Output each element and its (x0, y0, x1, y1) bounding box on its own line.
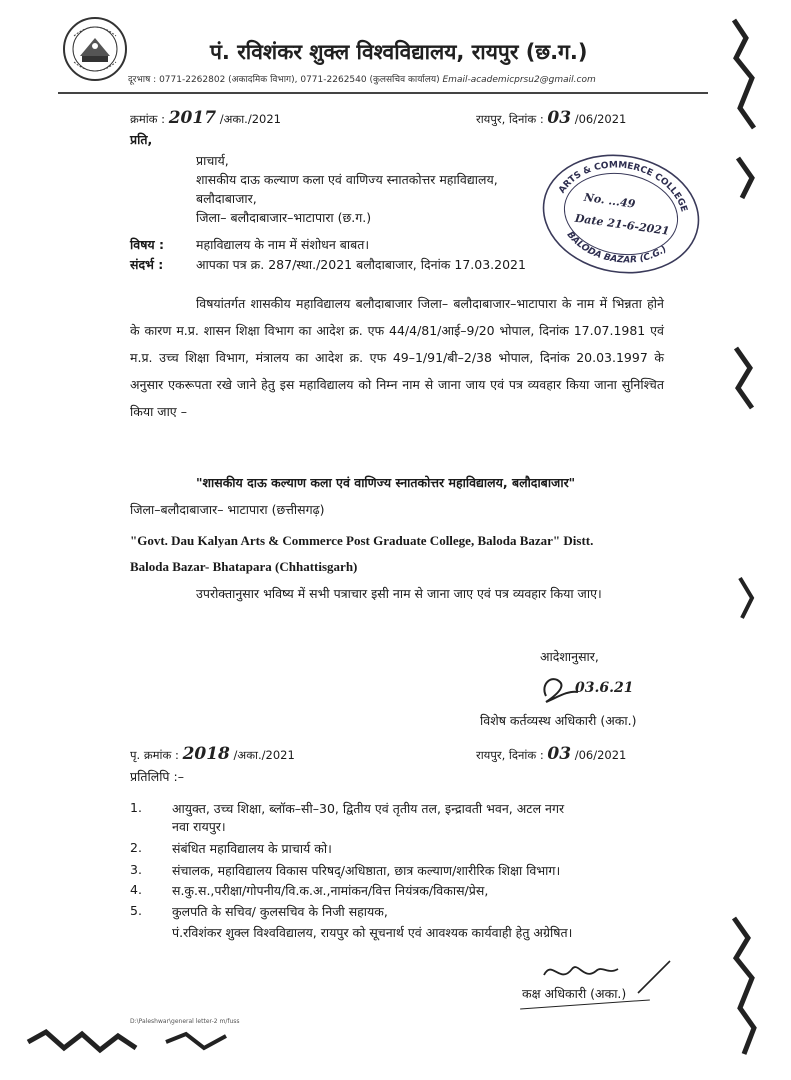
university-logo (62, 16, 128, 82)
hindi-district-line: जिला–बलौदाबाजार– भाटापारा (छत्तीसगढ़) (130, 502, 325, 517)
krmank-label: क्रमांक : (130, 112, 166, 126)
body-paragraph-1-text: विषयांतर्गत शासकीय महाविद्यालय बलौदाबाजार जिला– बलौदाबाजार–भाटापारा के नाम में भिन्नता होने के कारण म.प्र. शासन शिक्षा विभाग का आदेश क्र. एफ 44/4/81/आई–9/20 भोपाल, दिनांक 17.07.1981 एवं म.प्र. उच्च शिक्षा विभाग, मंत्रालय का आदेश क्र. एफ 49–1/91/बी–2/38 भोपाल, दिनांक 20.03.1997 के अनुसार एकरूपता रखे जाने हेतु इस महाविद्यालय को निम्न नाम से जाना जाय एवं पत्र व्यवहार किया जाना सुनिश्चित किया जाए – (130, 296, 664, 419)
recipient-line-2: शासकीय दाऊ कल्याण कला एवं वाणिज्य स्नातकोत्तर महाविद्यालय, (196, 172, 498, 187)
copy-item-5-text: कुलपति के सचिव/ कुलसचिव के निजी सहायक, (172, 904, 388, 919)
date-day-handwritten: 03 (547, 108, 572, 128)
stamp-ring-bottom: BALODA BAZAR (C.G.) (564, 230, 669, 266)
sandarbh-label: संदर्भ : (130, 257, 164, 272)
signatory-designation: विशेष कर्तव्यस्थ अधिकारी (अका.) (480, 713, 637, 728)
section-officer-designation: कक्ष अधिकारी (अका.) (522, 986, 627, 1001)
copy-item-4-number: 4. (130, 882, 142, 897)
stamp-ring-top: ARTS & COMMERCE COLLEGE (557, 160, 689, 214)
copy-krmank-suffix: /अका./2021 (233, 748, 295, 762)
adeshanusar: आदेशानुसार, (540, 649, 599, 664)
signature-date: 03.6.21 (575, 680, 634, 696)
copy-item-4-text: स.कु.स.,परीक्षा/गोपनीय/वि.क.अ.,नामांकन/वित्त नियंत्रक/विकास/प्रेस, (172, 883, 489, 898)
recipient-line-1: प्राचार्य, (196, 153, 229, 168)
stamp-number: No. ...49 (583, 190, 637, 211)
sandarbh-text: आपका पत्र क्र. 287/स्था./2021 बलौदाबाजार, दिनांक 17.03.2021 (196, 257, 526, 272)
reference-date (476, 108, 626, 128)
date-month-year: /06/2021 (574, 112, 627, 126)
copy-date-month-year: /06/2021 (574, 748, 627, 762)
copy-date-day-handwritten: 03 (547, 744, 572, 764)
body-paragraph-1 (130, 290, 664, 425)
date-label: रायपुर, दिनांक : (476, 112, 544, 126)
english-district-line: Baloda Bazar- Bhatapara (Chhattisgarh) (130, 559, 358, 574)
pratilipi-label: प्रतिलिपि :– (130, 769, 184, 784)
university-name: पं. रविशंकर शुक्ल विश्वविद्यालय, रायपुर (छ.ग.) (210, 40, 588, 64)
hindi-college-name: "शासकीय दाऊ कल्याण कला एवं वाणिज्य स्नातकोत्तर महाविद्यालय, बलौदाबाजार" (196, 475, 576, 490)
krmank-handwritten: 2017 (168, 108, 217, 128)
college-receipt-stamp (536, 148, 706, 276)
header-rule (58, 92, 708, 94)
phone-numbers: दूरभाष : 0771-2262802 (अकादमिक विभाग), 0771-2262540 (कुलसचिव कार्यालय) (128, 75, 440, 85)
copy-item-2-text: संबंधित महाविद्यालय के प्राचार्य को। (172, 841, 332, 856)
copy-item-3-text: संचालक, महाविद्यालय विकास परिषद्/अधिष्ठाता, छात्र कल्याण/शारीरिक शिक्षा विभाग। (172, 863, 561, 878)
bottom-border-decoration (26, 1028, 236, 1056)
contact-line (128, 72, 596, 85)
vishay-text: महाविद्यालय के नाम में संशोधन बाबत। (196, 237, 370, 252)
copy-krmank-label: पृ. क्रमांक : (130, 748, 179, 762)
copy-reference-date (476, 744, 626, 764)
copy-item-5-text-cont: पं.रविशंकर शुक्ल विश्वविद्यालय, रायपुर को सूचनार्थ एवं आवश्यक कार्यवाही हेतु अग्रेषित। (172, 925, 573, 940)
copy-krmank-handwritten: 2018 (182, 744, 230, 764)
copy-item-1-number: 1. (130, 800, 142, 815)
copy-item-2-number: 2. (130, 840, 142, 855)
copy-item-3-number: 3. (130, 862, 142, 877)
copy-item-1-text: आयुक्त, उच्च शिक्षा, ब्लॉक–सी–30, द्वितीय एवं तृतीय तल, इन्द्रावती भवन, अटल नगर (172, 801, 565, 816)
body-paragraph-2 (130, 580, 664, 607)
right-border-decoration (724, 18, 764, 1058)
recipient-line-3: बलौदाबाजार, (196, 191, 257, 206)
copy-item-5-number: 5. (130, 903, 142, 918)
reference-number (130, 108, 281, 128)
stamp-date: Date 21-6-2021 (574, 211, 671, 238)
recipient-line-4: जिला– बलौदाबाजार–भाटापारा (छ.ग.) (196, 210, 372, 225)
copy-date-label: रायपुर, दिनांक : (476, 748, 544, 762)
copy-item-1-text-cont: नवा रायपुर। (172, 819, 226, 834)
vishay-label: विषय : (130, 237, 165, 252)
prati-label: प्रति, (130, 132, 153, 147)
krmank-suffix: /अका./2021 (219, 112, 281, 126)
email-address: Email-academicprsu2@gmail.com (442, 75, 596, 85)
english-college-name: "Govt. Dau Kalyan Arts & Commerce Post Graduate College, Baloda Bazar" Distt. (130, 533, 594, 548)
copy-reference-number (130, 744, 295, 764)
body-paragraph-2-text: उपरोक्तानुसार भविष्य में सभी पत्राचार इसी नाम से जाना जाए एवं पत्र व्यवहार किया जाए। (196, 586, 602, 601)
file-path: D:\Paleshwar\general letter-2 m/fuss (130, 1018, 240, 1025)
